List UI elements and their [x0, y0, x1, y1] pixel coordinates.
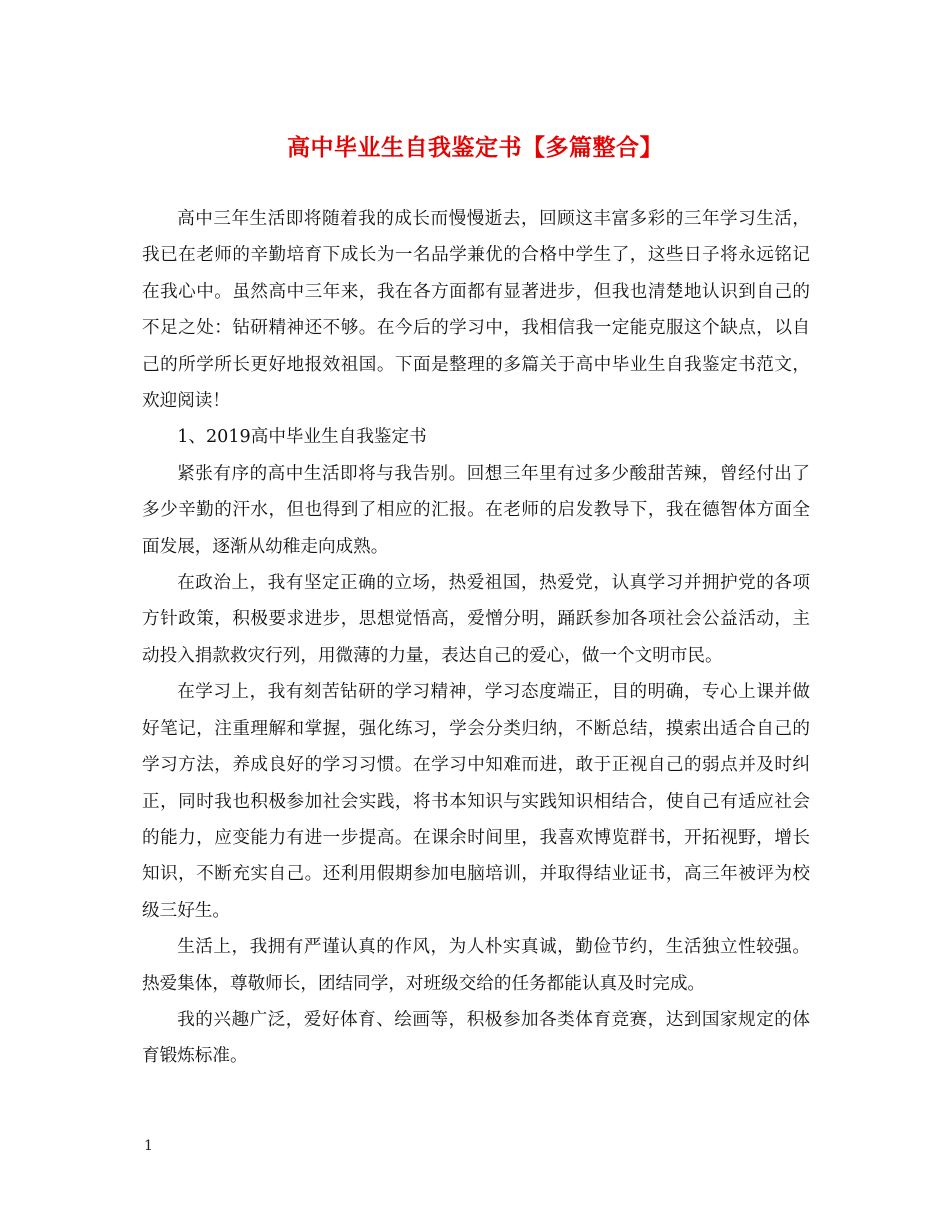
body-paragraph: 在学习上，我有刻苦钻研的学习精神，学习态度端正，目的明确，专心上课并做好笔记，注重理解和掌握，强化练习，学会分类归纳，不断总结，摸索出适合自己的学习方法，养成良好的学习习惯。在学习中知难而进，敢于正视自己的弱点并及时纠正，同时我也积极参加社会实践，将书本知识与实践知识相结合，使自己有适应社会的能力，应变能力有进一步提高。在课余时间里，我喜欢博览群书，开拓视野，增长知识，不断充实自己。还利用假期参加电脑培训，并取得结业证书，高三年被评为校级三好生。	[142, 682, 810, 921]
page-number: 1	[144, 1138, 153, 1154]
body-paragraph: 我的兴趣广泛，爱好体育、绘画等，积极参加各类体育竞赛，达到国家规定的体育锻炼标准。	[142, 1009, 810, 1067]
section-heading: 1、2019高中毕业生自我鉴定书	[177, 427, 427, 448]
body-paragraph: 紧张有序的高中生活即将与我告别。回想三年里有过多少酸甜苦辣，曾经付出了多少辛勤的汗水，但也得到了相应的汇报。在老师的启发教导下，我在德智体方面全面发展，逐渐从幼稚走向成熟。	[142, 463, 810, 557]
document-body	[142, 201, 810, 1075]
intro-paragraph: 高中三年生活即将随着我的成长而慢慢逝去，回顾这丰富多彩的三年学习生活，我已在老师的辛勤培育下成长为一名品学兼优的合格中学生了，这些日子将永远铭记在我心中。虽然高中三年来，我在各方面都有显著进步，但我也清楚地认识到自己的不足之处：钻研精神还不够。在今后的学习中，我相信我一定能克服这个缺点，以自己的所学所长更好地报效祖国。下面是整理的多篇关于高中毕业生自我鉴定书范文，欢迎阅读！	[142, 209, 810, 412]
document-title: 高中毕业生自我鉴定书【多篇整合】	[287, 134, 663, 161]
body-paragraph: 在政治上，我有坚定正确的立场，热爱祖国，热爱党，认真学习并拥护党的各项方针政策，积极要求进步，思想觉悟高，爱憎分明，踊跃参加各项社会公益活动，主动投入捐款救灾行列，用微薄的力量，表达自己的爱心，做一个文明市民。	[142, 573, 810, 666]
body-paragraph: 生活上，我拥有严谨认真的作风，为人朴实真诚，勤俭节约，生活独立性较强。热爱集体，尊敬师长，团结同学，对班级交给的任务都能认真及时完成。	[142, 937, 810, 994]
